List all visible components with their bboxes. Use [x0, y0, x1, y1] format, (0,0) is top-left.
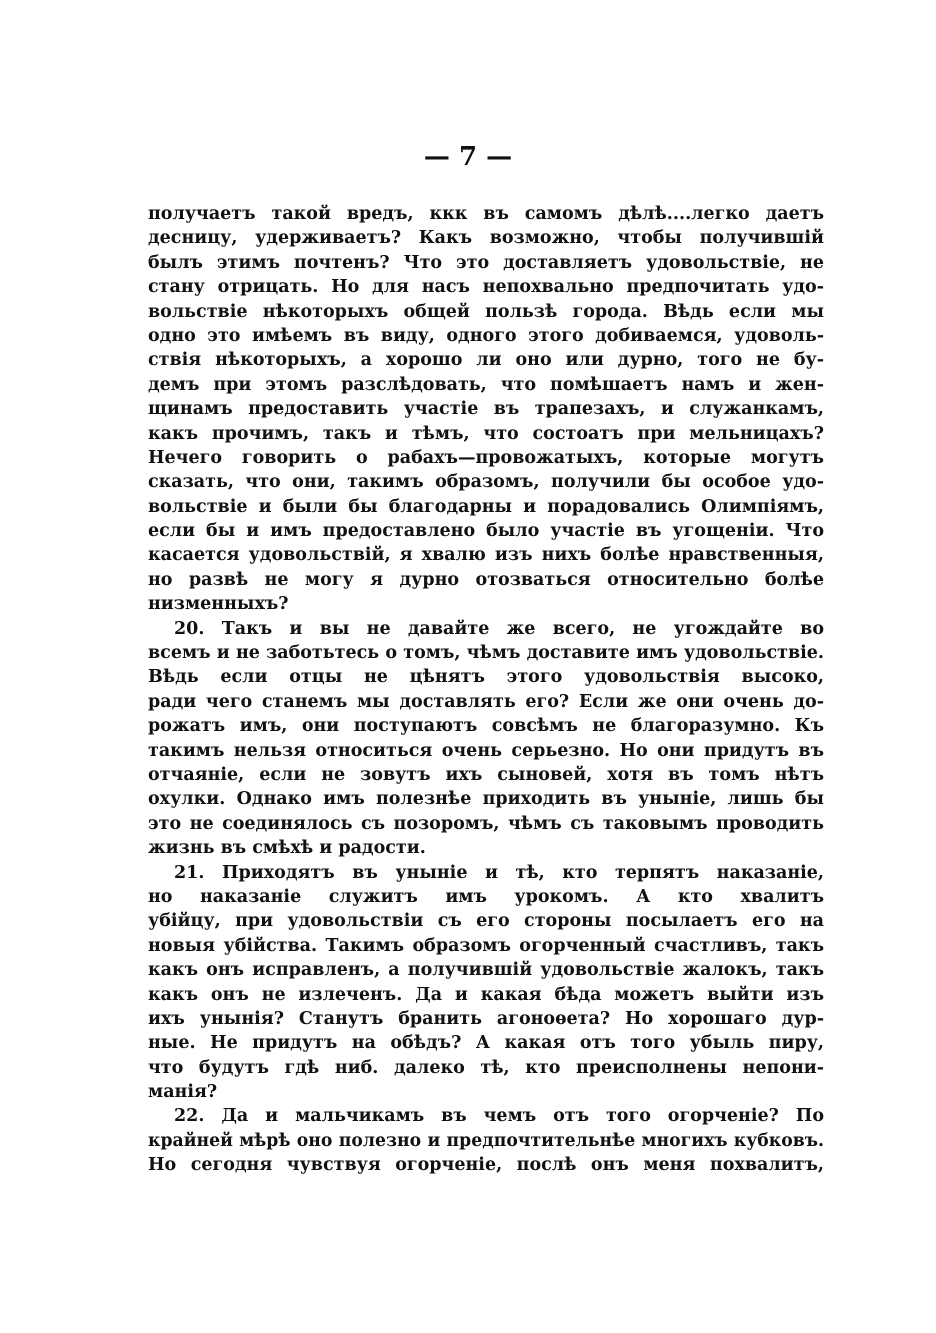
page-number: — 7 —: [423, 142, 513, 172]
text-line: какъ онъ исправленъ, а получившій удовольствіе жалокъ, такъ: [148, 960, 824, 981]
text-line: всемъ и не заботьтесь о томъ, чѣмъ доставите имъ удовольствіе.: [148, 643, 824, 664]
text-line: сказать, что они, такимъ образомъ, получили бы особое удо-: [148, 472, 824, 493]
body-text: [148, 202, 824, 1178]
text-line: но развѣ не могу я дурно отозваться относительно болѣе: [148, 569, 824, 590]
text-line: новыя убійства. Такимъ образомъ огорченный счастливъ, такъ: [148, 935, 824, 956]
text-line: что будутъ гдѣ ниб. далеко тѣ, кто преисполнены непони-: [148, 1057, 824, 1078]
text-line: одно это имѣемъ въ виду, одного этого добиваемся, удоволь-: [148, 325, 824, 346]
text-line: такимъ нельзя относиться очень серьезно. Но они придутъ въ: [148, 740, 824, 761]
text-line: вольствіе и были бы благодарны и порадовались Олимпіямъ,: [148, 496, 824, 517]
text-line: убійцу, при удовольствіи съ его стороны посылаетъ его на: [148, 911, 824, 932]
text-line: ихъ унынія? Станутъ бранить агоноѳета? Но хорошаго дур-: [148, 1008, 824, 1029]
text-line: Вѣдь если отцы не цѣнятъ этого удовольствія высоко,: [148, 667, 824, 688]
text-line: рожатъ имъ, они поступаютъ совсѣмъ не благоразумно. Къ: [148, 716, 824, 737]
text-line: манія?: [148, 1082, 218, 1103]
text-line: касается удовольствій, я хвалю изъ нихъ болѣе нравственныя,: [148, 545, 824, 566]
text-line: охулки. Однако имъ полезнѣе приходить въ уныніе, лишь бы: [148, 789, 824, 810]
text-line: получаетъ такой вредъ, ккк въ самомъ дѣлѣ....легко даетъ: [148, 204, 824, 224]
text-line: какъ прочимъ, такъ и тѣмъ, что состоатъ при мельницахъ?: [148, 423, 824, 444]
text-line: ствія нѣкоторыхъ, а хорошо ли оно или дурно, того не бу-: [148, 350, 824, 371]
text-line: отчаяніе, если не зовутъ ихъ сыновей, хотя въ томъ нѣтъ: [148, 764, 824, 785]
text-line: ради чего станемъ мы доставлять его? Если же они очень до-: [148, 691, 824, 712]
text-line: щинамъ предоставить участіе въ трапезахъ, и служанкамъ,: [148, 399, 824, 420]
text-line: стану отрицать. Но для насъ непохвально предпочитать удо-: [148, 277, 824, 298]
text-line: Нечего говорить о рабахъ—провожатыхъ, которые могутъ: [148, 447, 824, 468]
text-line: крайней мѣрѣ оно полезно и предпочтительнѣе многихъ кубковъ.: [148, 1130, 824, 1151]
text-line: десницу, удерживаетъ? Какъ возможно, чтобы получившій: [148, 228, 824, 249]
text-line: 22. Да и мальчикамъ въ чемъ отъ того огорченіе? По: [174, 1106, 824, 1127]
text-line: Но сегодня чувствуя огорченіе, послѣ онъ меня похвалитъ,: [148, 1155, 824, 1176]
text-line: это не соединялось съ позоромъ, чѣмъ съ таковымъ проводить: [148, 813, 824, 834]
text-line: вольствіе нѣкоторыхъ общей пользѣ города. Вѣдь если мы: [148, 301, 824, 322]
text-line: ные. Не придутъ на обѣдъ? А какая отъ того убыль пиру,: [148, 1033, 824, 1054]
text-line: 21. Приходятъ въ уныніе и тѣ, кто терпятъ наказаніе,: [174, 862, 824, 883]
text-line: низменныхъ?: [148, 594, 289, 615]
text-line: былъ этимъ почтенъ? Что это доставляетъ удовольствіе, не: [148, 252, 824, 273]
text-line: какъ онъ не излеченъ. Да и какая бѣда можетъ выйти изъ: [148, 984, 824, 1005]
text-line: жизнь въ смѣхѣ и радости.: [148, 838, 426, 859]
text-line: но наказаніе служитъ имъ урокомъ. А кто хвалитъ: [148, 886, 824, 907]
text-line: 20. Такъ и вы не давайте же всего, не угождайте во: [174, 618, 824, 639]
text-line: если бы и имъ предоставлено было участіе въ угощеніи. Что: [148, 521, 824, 542]
text-line: демъ при этомъ разслѣдовать, что помѣшаетъ намъ и жен-: [148, 374, 824, 395]
